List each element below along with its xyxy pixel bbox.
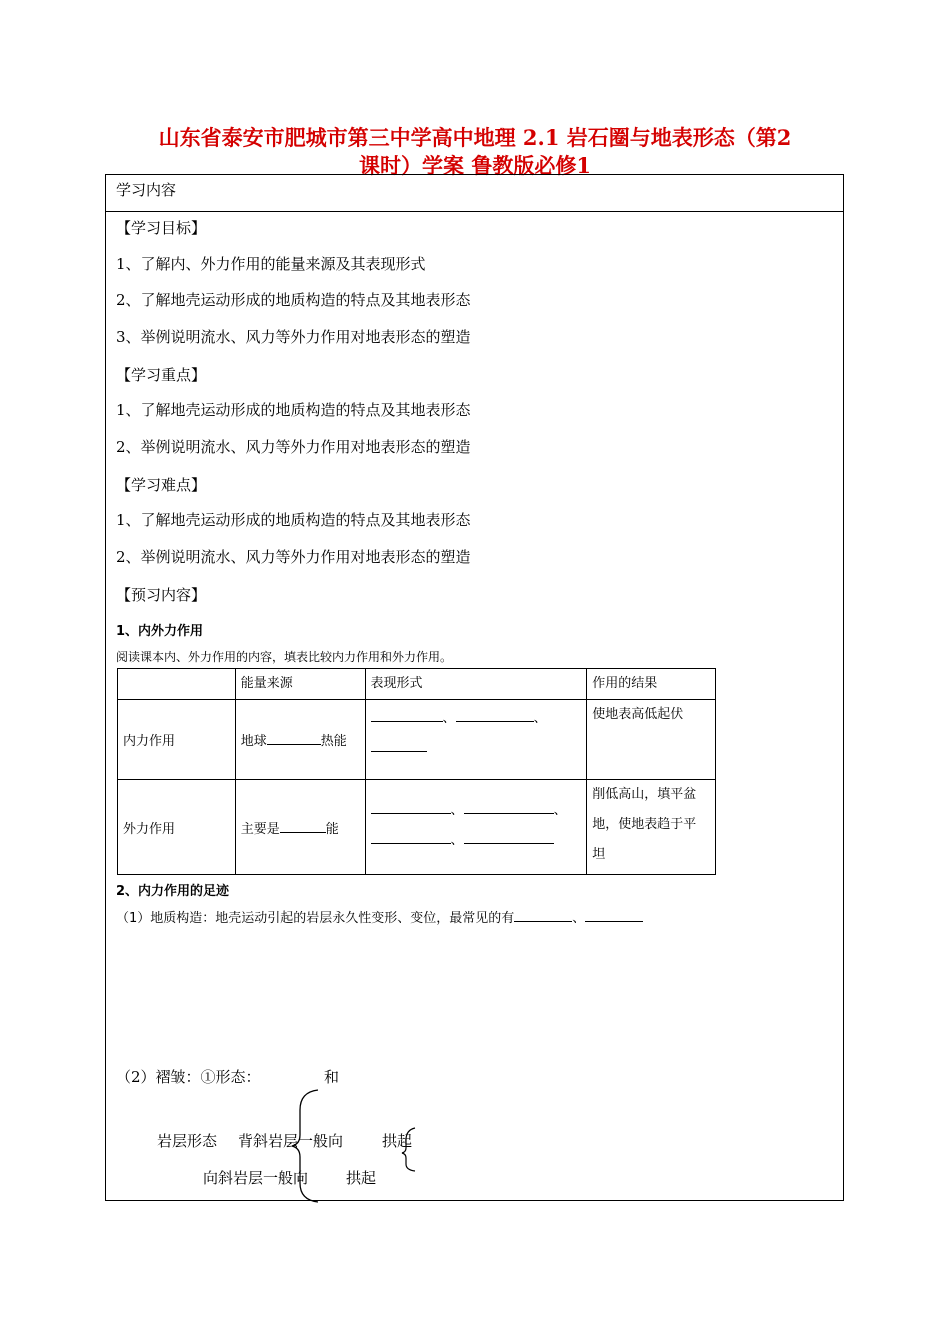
outer-result-line1: 削低高山，填平盆 — [592, 787, 697, 802]
inner-form-sep-2: 、 — [533, 711, 547, 726]
header-cell: 学习内容 — [116, 181, 177, 199]
outer-form-sep-1: 、 — [450, 803, 464, 818]
table-header-energy: 能量来源 — [235, 669, 365, 700]
difficult-heading: 【学习难点】 — [116, 476, 207, 494]
outer-label: 外力作用 — [118, 780, 236, 875]
preview-heading: 【预习内容】 — [116, 586, 207, 604]
key-item-1: 1、了解地壳运动形成的地质构造的特点及其地表形态 — [116, 401, 471, 419]
part2-heading: 2、内力作用的足迹 — [116, 884, 230, 899]
inner-label: 内力作用 — [118, 700, 236, 780]
table-header-result: 作用的结果 — [587, 669, 716, 700]
goal-item-1: 1、了解内、外力作用的能量来源及其表现形式 — [116, 255, 426, 273]
syncline-text: 向斜岩层一般向 — [203, 1169, 309, 1187]
document-title-line1: 山东省泰安市肥城市第三中学高中地理 2.1 岩石圈与地表形态（第2 — [158, 125, 792, 150]
outer-form-sep-2: 、 — [553, 803, 567, 818]
inner-energy-suffix: 热能 — [320, 734, 347, 749]
part1-instruction: 阅读课本内、外力作用的内容，填表比较内力作用和外力作用。 — [116, 650, 453, 664]
outer-result-line2: 地，使地表趋于平 — [592, 817, 697, 832]
outer-energy-prefix: 主要是 — [240, 821, 280, 837]
difficult-item-2: 2、举例说明流水、风力等外力作用对地表形态的塑造 — [116, 548, 471, 566]
inner-energy-prefix: 地球 — [240, 734, 267, 749]
q1-sep: 、 — [572, 911, 586, 926]
goal-item-3: 3、举例说明流水、风力等外力作用对地表形态的塑造 — [116, 328, 471, 346]
key-item-2: 2、举例说明流水、风力等外力作用对地表形态的塑造 — [116, 438, 471, 456]
part1-heading: 1、内外力作用 — [116, 624, 204, 639]
difficult-item-1: 1、了解地壳运动形成的地质构造的特点及其地表形态 — [116, 511, 471, 529]
outer-result-line3: 坦 — [592, 847, 606, 862]
rock-form-label: 岩层形态 — [157, 1132, 218, 1150]
outer-form-sep-3: 、 — [450, 833, 464, 848]
part2-question2: （2）褶皱：①形态： — [116, 1068, 261, 1086]
table-header-form: 表现形式 — [365, 669, 587, 700]
q2-and: 和 — [324, 1068, 340, 1086]
key-heading: 【学习重点】 — [116, 366, 207, 384]
outer-energy-suffix: 能 — [325, 821, 339, 837]
small-brace — [402, 1128, 415, 1171]
goals-heading: 【学习目标】 — [116, 219, 207, 237]
big-brace — [292, 1090, 318, 1202]
q1-text: （1）地质构造：地壳运动引起的岩层永久性变形、变位，最常见的有 — [116, 911, 515, 926]
goal-item-2: 2、了解地壳运动形成的地质构造的特点及其地表形态 — [116, 291, 471, 309]
anticline-end: 拱起 — [382, 1132, 413, 1150]
document-title-line2: 课时）学案 鲁教版必修1 — [359, 153, 591, 178]
inner-form-sep-1: 、 — [442, 711, 456, 726]
syncline-end: 拱起 — [346, 1169, 377, 1187]
inner-result-text: 使地表高低起伏 — [592, 707, 684, 722]
anticline-text: 背斜岩层一般向 — [238, 1132, 344, 1150]
